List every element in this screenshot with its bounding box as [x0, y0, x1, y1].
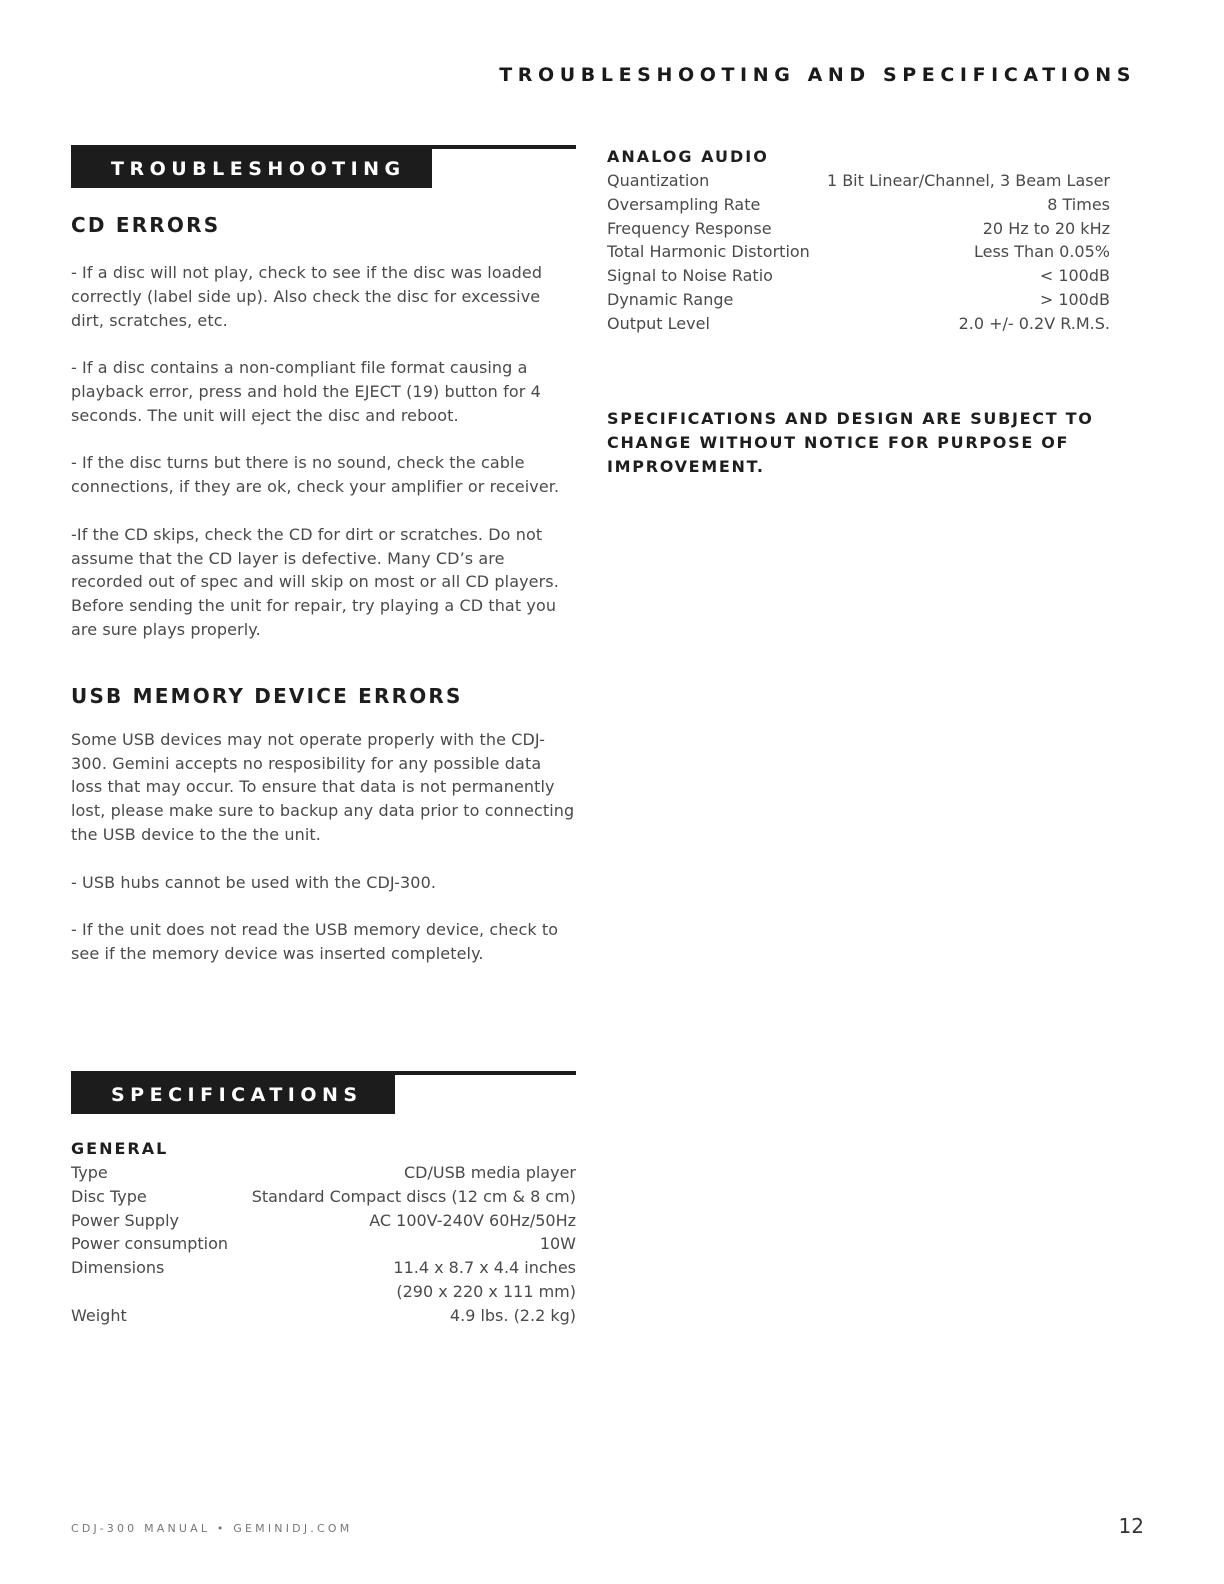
- spec-value: Less Than 0.05%: [973, 242, 1110, 262]
- spec-label: Weight: [71, 1305, 127, 1325]
- specifications-section-bar: [71, 1071, 576, 1114]
- cd-error-paragraph: - If the disc turns but there is no sound, check the cable connections, if they are ok, check your amplifier or receiver.: [71, 453, 560, 497]
- spec-row-oversampling: [607, 193, 1110, 217]
- spec-value: Standard Compact discs (12 cm & 8 cm): [251, 1186, 576, 1206]
- spec-value: 8 Times: [1047, 194, 1110, 214]
- page-number: 12: [1118, 1514, 1144, 1538]
- usb-error-paragraph: - If the unit does not read the USB memory device, check to see if the memory device was inserted completely.: [71, 920, 559, 963]
- spec-dimensions-metric: (290 x 220 x 111 mm): [396, 1281, 576, 1301]
- analog-audio-title: ANALOG AUDIO: [607, 147, 769, 166]
- spec-value: 1 Bit Linear/Channel, 3 Beam Laser: [826, 171, 1110, 190]
- specifications-heading: SPECIFICATIONS: [71, 1075, 395, 1114]
- spec-label: Dynamic Range: [607, 289, 734, 309]
- spec-label: Output Level: [607, 313, 710, 333]
- spec-value: AC 100V-240V 60Hz/50Hz: [369, 1210, 576, 1230]
- spec-row-power-supply: [71, 1209, 576, 1233]
- spec-value: 20 Hz to 20 kHz: [982, 218, 1110, 238]
- spec-label: Power consumption: [71, 1234, 229, 1254]
- spec-value: 10W: [539, 1234, 576, 1254]
- spec-row-weight: [71, 1304, 576, 1328]
- cd-errors-title: CD ERRORS: [71, 213, 221, 237]
- spec-label: Frequency Response: [607, 218, 772, 238]
- spec-row-dynamic-range: [607, 288, 1110, 312]
- spec-row-power-consumption: [71, 1232, 576, 1256]
- cd-error-paragraph: - If a disc will not play, check to see if the disc was loaded correctly (label side up). Also check the disc for excessive dirt, scratches, etc.: [71, 263, 543, 330]
- spec-value: 2.0 +/- 0.2V R.M.S.: [958, 313, 1110, 333]
- spec-label: Disc Type: [71, 1186, 147, 1206]
- spec-value: CD/USB media player: [403, 1163, 576, 1182]
- spec-label: Power Supply: [71, 1210, 179, 1230]
- spec-label: Signal to Noise Ratio: [607, 266, 773, 286]
- spec-label: Quantization: [607, 171, 710, 190]
- usb-errors-title: USB MEMORY DEVICE ERRORS: [71, 683, 463, 708]
- spec-value: > 100dB: [1039, 289, 1110, 309]
- specifications-notice: SPECIFICATIONS AND DESIGN ARE SUBJECT TO CHANGE WITHOUT NOTICE FOR PURPOSE OF IMPROVEMENT.: [607, 408, 1094, 476]
- cd-error-paragraph: -If the CD skips, check the CD for dirt or scratches. Do not assume that the CD layer is defective. Many CD’s are recorded out of spec and will skip on most or all CD players. Before sending the unit for repair, try playing a CD that you are sure plays properly.: [71, 524, 559, 639]
- spec-row-snr: [607, 264, 1110, 288]
- spec-value: < 100dB: [1039, 266, 1110, 286]
- troubleshooting-heading: TROUBLESHOOTING: [71, 149, 432, 188]
- right-column: [607, 145, 1110, 479]
- specifications-section: [71, 1071, 576, 1328]
- troubleshooting-section-bar: [71, 145, 576, 188]
- left-column: [71, 145, 576, 966]
- spec-row-quantization: [607, 169, 1110, 193]
- usb-error-paragraph: - USB hubs cannot be used with the CDJ-300.: [71, 872, 437, 892]
- general-specs-title: GENERAL: [71, 1139, 169, 1158]
- spec-label: Type: [71, 1163, 108, 1182]
- spec-label: Total Harmonic Distortion: [607, 242, 810, 262]
- spec-label: Oversampling Rate: [607, 194, 761, 214]
- usb-error-paragraph: Some USB devices may not operate properly with the CDJ-300. Gemini accepts no resposibility for any possible data loss that may occur. To ensure that data is not permanently lost, please make sure to backup any data prior to connecting the USB device to the the unit.: [71, 729, 575, 844]
- spec-row-type: [71, 1161, 576, 1185]
- spec-row-thd: [607, 240, 1110, 264]
- spec-value: 4.9 lbs. (2.2 kg): [449, 1305, 576, 1325]
- spec-row-output-level: [607, 312, 1110, 336]
- cd-error-paragraph: - If a disc contains a non-compliant file format causing a playback error, press and hold the EJECT (19) button for 4 seconds. The unit will eject the disc and reboot.: [71, 358, 541, 425]
- footer-text: CDJ-300 MANUAL • GEMINIDJ.COM: [71, 1522, 353, 1535]
- page-header-title: TROUBLESHOOTING AND SPECIFICATIONS: [499, 64, 1136, 86]
- spec-row-dimensions: [71, 1256, 576, 1280]
- spec-row-frequency-response: [607, 217, 1110, 241]
- spec-label: Dimensions: [71, 1258, 165, 1278]
- spec-row-disc-type: [71, 1185, 576, 1209]
- spec-value: 11.4 x 8.7 x 4.4 inches: [393, 1258, 576, 1278]
